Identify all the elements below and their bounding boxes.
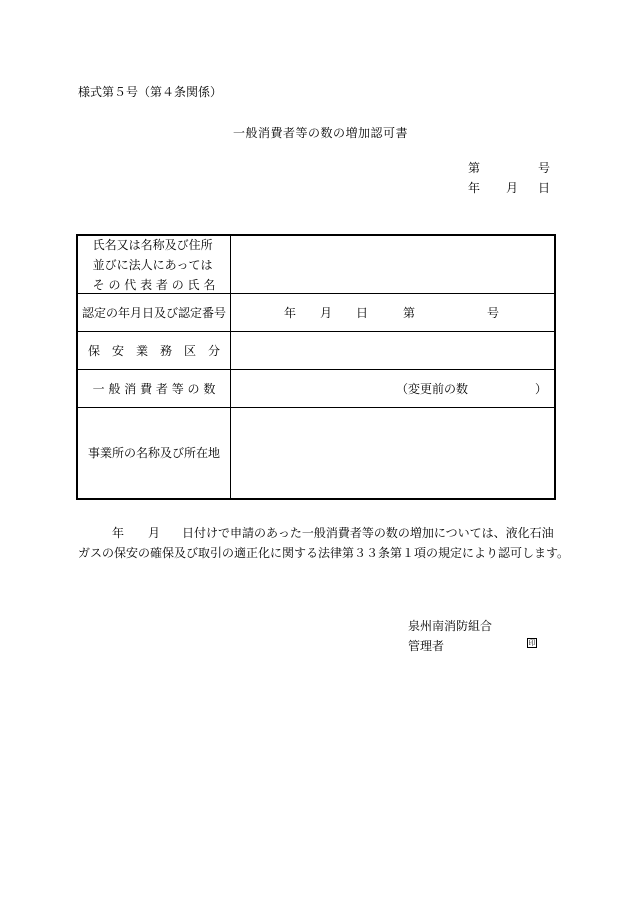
office-label-cell [78,408,231,498]
body-line1 [82,523,562,543]
previous-count-note-open: （変更前の数 [396,382,469,396]
table-row-consumer-count [78,370,554,408]
number-prefix: 第 [468,161,481,175]
number-suffix: 号 [537,161,550,175]
applicant-value-cell [231,236,554,293]
previous-count-note-close: ） [535,382,548,396]
consumer-count-label: 一 般 消 費 者 等 の 数 [92,381,216,396]
cert-year: 年 [284,306,297,320]
office-label: 事業所の名称及び所在地 [87,446,220,460]
body-paragraph [78,523,570,563]
security-category-label: 保 安 業 務 区 分 [87,343,220,358]
table-row-security-category [78,332,554,370]
cert-day: 日 [356,306,369,320]
cert-number-prefix: 第 [403,306,416,320]
certification-label-cell [78,294,231,331]
table-row-certification [78,294,554,332]
date-day: 日 [537,181,550,195]
organization-name: 泉州南消防組合 [408,619,493,633]
body-line1-rest: 日付けで申請のあった一般消費者等の数の増加については、液化石油 [182,526,554,540]
cert-month: 月 [320,306,333,320]
form-number: 様式第５号（第４条関係） [78,85,223,99]
cert-number-suffix: 号 [487,306,500,320]
body-year: 年 [112,526,125,540]
consumer-count-label-cell [78,370,231,407]
applicant-label-line2: 並びに法人にあっては [92,257,213,272]
document-title: 一般消費者等の数の増加認可書 [233,126,409,140]
seal-icon: 印 [528,639,536,647]
date-month: 月 [506,181,519,195]
applicant-label-cell [78,236,231,293]
applicant-label-line3: そ の 代 表 者 の 氏 名 [92,277,216,292]
applicant-label-line1: 氏名又は名称及び住所 [92,237,213,252]
administrator-label: 管理者 [408,639,445,653]
date-year: 年 [468,181,481,195]
body-line2: ガスの保安の確保及び取引の適正化に関する法律第３３条第１項の規定により認可します。 [78,546,570,560]
table-row-office [78,408,554,498]
office-value-cell [231,408,554,498]
consumer-count-value-cell [231,370,554,407]
certification-label: 認定の年月日及び認定番号 [81,305,226,320]
security-category-value-cell [231,332,554,369]
certification-value-cell [231,294,554,331]
form-table [76,234,556,500]
table-row-applicant [78,236,554,294]
security-category-label-cell [78,332,231,369]
body-month: 月 [148,526,161,540]
